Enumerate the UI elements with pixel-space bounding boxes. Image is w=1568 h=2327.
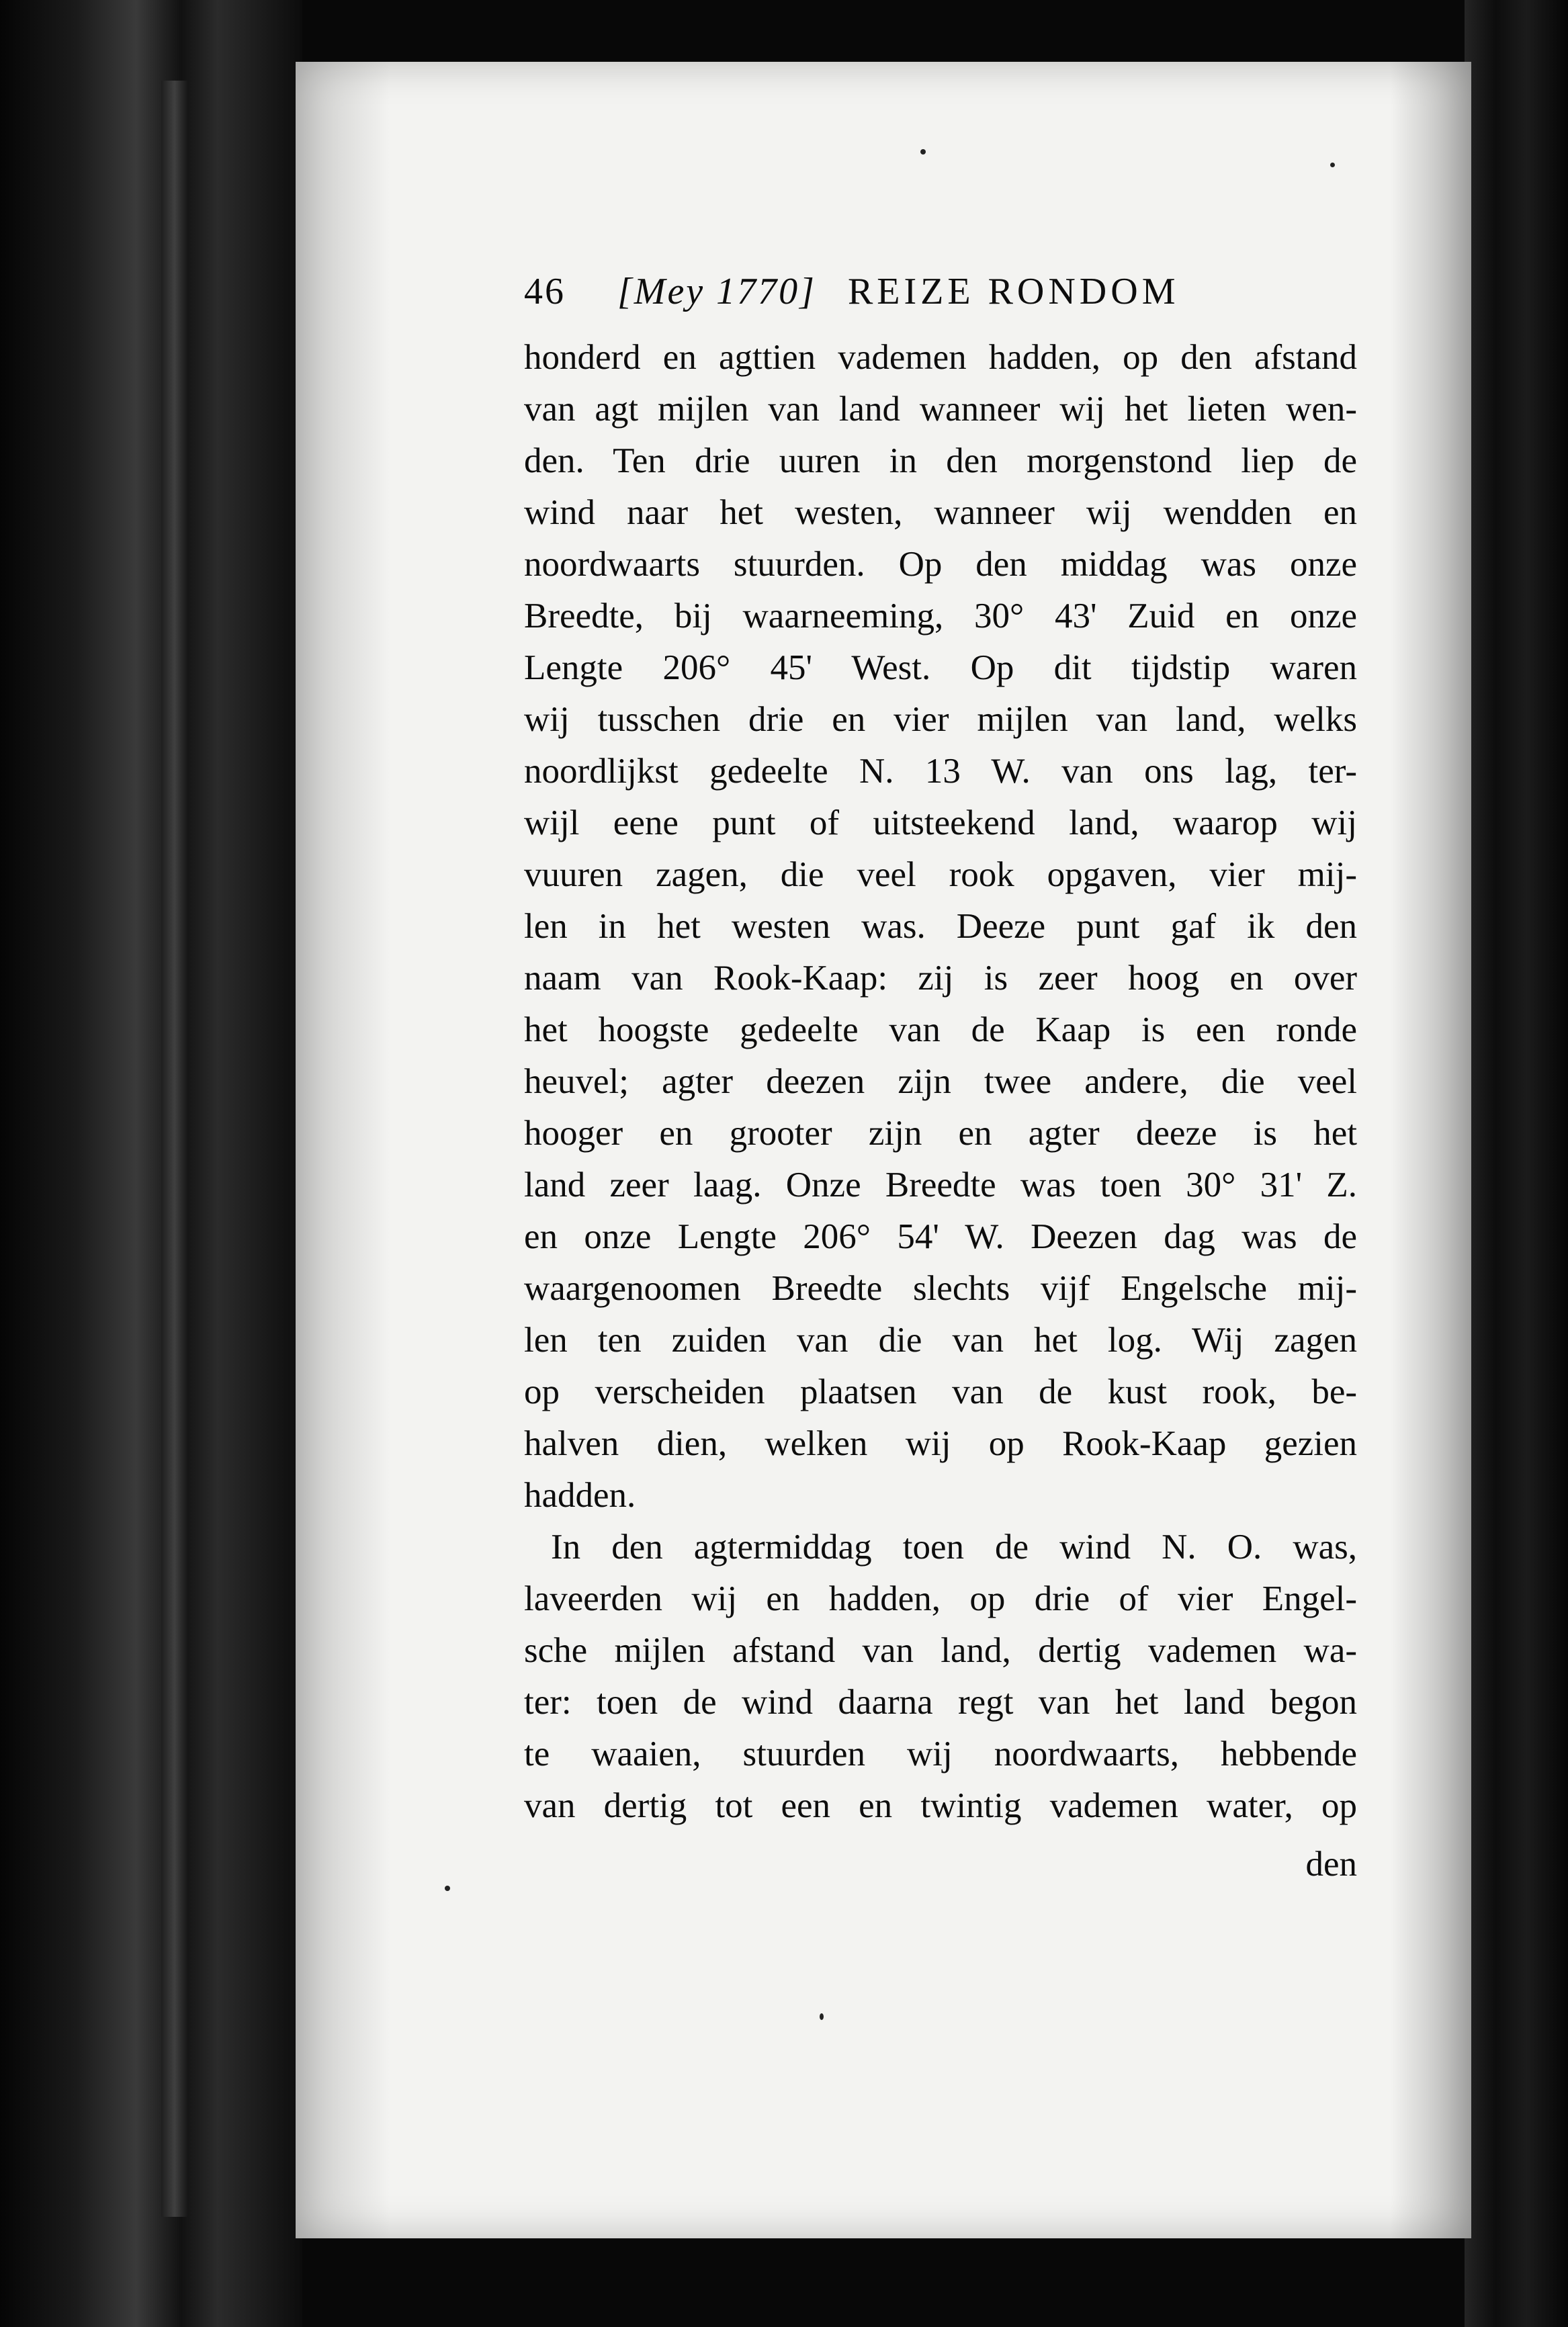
text-line: honderd en agttien vademen hadden, op den afstand xyxy=(524,338,1357,377)
text-line: waargenoomen Breedte slechts vijf Engelsche mij- xyxy=(524,1269,1357,1308)
running-head-date: [Mey 1770] xyxy=(617,271,816,312)
text-line: halven dien, welken wij op Rook-Kaap gezien xyxy=(524,1424,1357,1463)
text-line: heuvel; agter deezen zijn twee andere, die veel xyxy=(524,1062,1357,1101)
catchword: den xyxy=(1305,1845,1357,1884)
text-line: laveerden wij en hadden, op drie of vier Engel- xyxy=(524,1579,1357,1618)
ink-speck xyxy=(820,2013,824,2020)
text-line: ter: toen de wind daarna regt van het land begon xyxy=(524,1683,1357,1722)
text-line: hadden. xyxy=(524,1476,636,1515)
text-line: Lengte 206° 45' West. Op dit tijdstip waren xyxy=(524,648,1357,687)
ink-speck xyxy=(445,1886,450,1891)
text-line: den. Ten drie uuren in den morgenstond liep de xyxy=(524,441,1357,480)
ink-speck xyxy=(1330,163,1335,167)
page-number: 46 xyxy=(524,271,566,312)
book-spine-edge xyxy=(0,0,302,2327)
text-line: wind naar het westen, wanneer wij wendden en xyxy=(524,493,1357,532)
text-line: hooger en grooter zijn en agter deeze is het xyxy=(524,1114,1357,1153)
text-line: land zeer laag. Onze Breedte was toen 30° 31' Z. xyxy=(524,1166,1357,1204)
running-head xyxy=(524,270,1357,313)
text-line: op verscheiden plaatsen van de kust rook, be- xyxy=(524,1372,1357,1411)
text-line: vuuren zagen, die veel rook opgaven, vier mij- xyxy=(524,855,1357,894)
page-shadow xyxy=(1391,62,1471,2238)
running-head-title: REIZE RONDOM xyxy=(847,271,1180,312)
book-page xyxy=(296,62,1471,2238)
text-line: len ten zuiden van die van het log. Wij zagen xyxy=(524,1321,1357,1360)
book-right-edge xyxy=(1465,0,1568,2327)
text-line: In den agtermiddag toen de wind N. O. was, xyxy=(551,1528,1357,1567)
text-block xyxy=(524,270,1357,1890)
text-line: noordwaarts stuurden. Op den middag was onze xyxy=(524,545,1357,584)
text-line: wijl eene punt of uitsteekend land, waarop wij xyxy=(524,803,1357,842)
text-line: te waaien, stuurden wij noordwaarts, hebbende xyxy=(524,1735,1357,1773)
text-line: naam van Rook-Kaap: zij is zeer hoog en over xyxy=(524,959,1357,998)
ink-speck xyxy=(920,149,926,155)
text-line: het hoogste gedeelte van de Kaap is een ronde xyxy=(524,1010,1357,1049)
text-line: en onze Lengte 206° 54' W. Deezen dag was de xyxy=(524,1217,1357,1256)
text-line: wij tusschen drie en vier mijlen van land, welks xyxy=(524,700,1357,739)
text-line: van dertig tot een en twintig vademen water, op xyxy=(524,1786,1357,1825)
text-line: Breedte, bij waarneeming, 30° 43' Zuid en onze xyxy=(524,597,1357,635)
text-line: len in het westen was. Deeze punt gaf ik den xyxy=(524,907,1357,946)
text-line: van agt mijlen van land wanneer wij het lieten wen- xyxy=(524,390,1357,429)
body-text xyxy=(524,332,1357,1832)
text-line: sche mijlen afstand van land, dertig vademen wa- xyxy=(524,1631,1357,1670)
text-line: noordlijkst gedeelte N. 13 W. van ons lag, ter- xyxy=(524,752,1357,791)
